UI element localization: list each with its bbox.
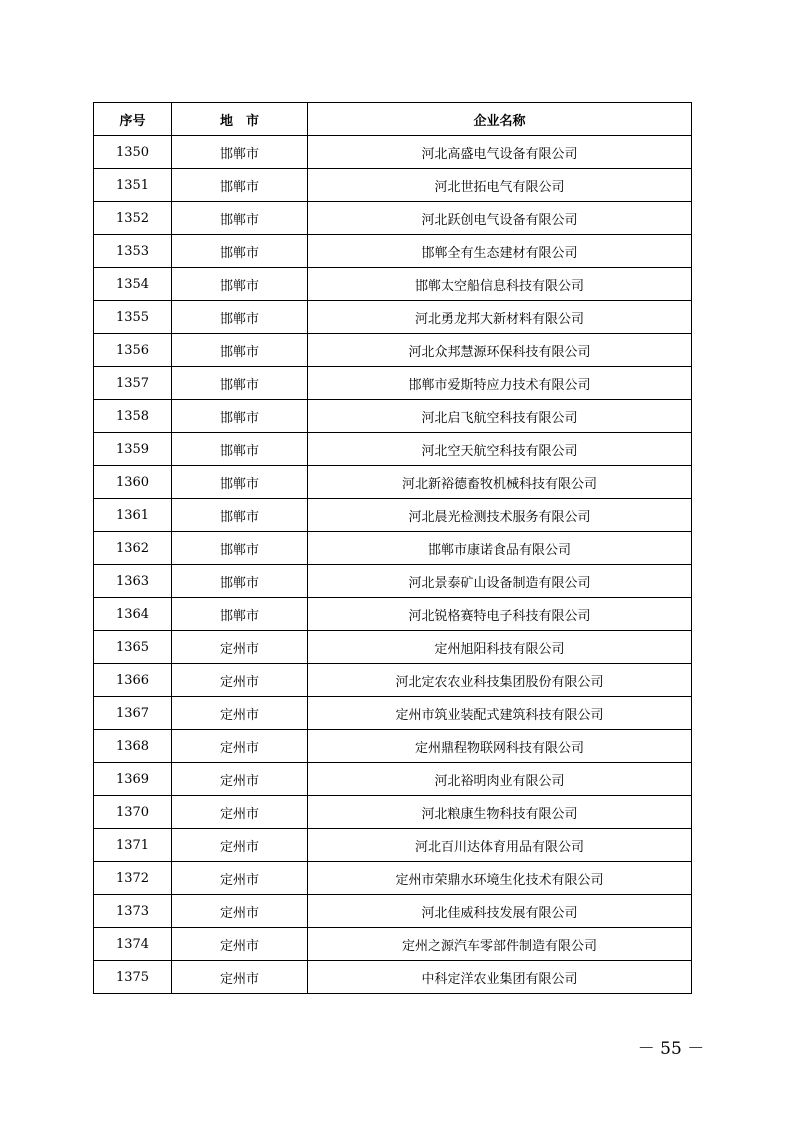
cell-city: 定州市: [172, 730, 308, 763]
cell-company-name: 河北粮康生物科技有限公司: [308, 796, 692, 829]
cell-company-name: 中科定洋农业集团有限公司: [308, 961, 692, 994]
table-row: [94, 895, 692, 928]
cell-city: 邯郸市: [172, 532, 308, 565]
cell-city: 定州市: [172, 796, 308, 829]
cell-city: 定州市: [172, 763, 308, 796]
cell-company-name: 河北景泰矿山设备制造有限公司: [308, 565, 692, 598]
cell-city: 邯郸市: [172, 598, 308, 631]
cell-city: 定州市: [172, 697, 308, 730]
cell-serial-number: 1373: [94, 895, 172, 928]
cell-city: 邯郸市: [172, 334, 308, 367]
cell-serial-number: 1351: [94, 169, 172, 202]
table-row: [94, 367, 692, 400]
cell-city: 邯郸市: [172, 136, 308, 169]
table-row: [94, 334, 692, 367]
cell-city: 定州市: [172, 961, 308, 994]
cell-city: 邯郸市: [172, 367, 308, 400]
cell-serial-number: 1355: [94, 301, 172, 334]
table-row: [94, 829, 692, 862]
cell-company-name: 河北裕明肉业有限公司: [308, 763, 692, 796]
cell-city: 定州市: [172, 631, 308, 664]
company-table: [93, 102, 692, 994]
table-row: [94, 466, 692, 499]
table-row: [94, 697, 692, 730]
cell-serial-number: 1368: [94, 730, 172, 763]
table-row: [94, 796, 692, 829]
cell-company-name: 河北定农农业科技集团股份有限公司: [308, 664, 692, 697]
cell-city: 邯郸市: [172, 235, 308, 268]
table-row: [94, 499, 692, 532]
cell-company-name: 河北空天航空科技有限公司: [308, 433, 692, 466]
cell-serial-number: 1361: [94, 499, 172, 532]
cell-serial-number: 1365: [94, 631, 172, 664]
table-row: [94, 301, 692, 334]
table-row: [94, 664, 692, 697]
cell-serial-number: 1360: [94, 466, 172, 499]
cell-serial-number: 1350: [94, 136, 172, 169]
cell-serial-number: 1353: [94, 235, 172, 268]
cell-company-name: 河北众邦慧源环保科技有限公司: [308, 334, 692, 367]
cell-serial-number: 1372: [94, 862, 172, 895]
cell-company-name: 河北锐格赛特电子科技有限公司: [308, 598, 692, 631]
cell-company-name: 定州鼎程物联网科技有限公司: [308, 730, 692, 763]
table-row: [94, 268, 692, 301]
table-body: [94, 136, 692, 994]
cell-city: 邯郸市: [172, 169, 308, 202]
cell-company-name: 河北高盛电气设备有限公司: [308, 136, 692, 169]
cell-city: 邯郸市: [172, 433, 308, 466]
table-row: [94, 961, 692, 994]
cell-city: 定州市: [172, 928, 308, 961]
cell-company-name: 邯郸市爱斯特应力技术有限公司: [308, 367, 692, 400]
cell-serial-number: 1375: [94, 961, 172, 994]
cell-city: 邯郸市: [172, 565, 308, 598]
cell-city: 定州市: [172, 895, 308, 928]
cell-serial-number: 1357: [94, 367, 172, 400]
cell-company-name: 定州旭阳科技有限公司: [308, 631, 692, 664]
cell-company-name: 河北百川达体育用品有限公司: [308, 829, 692, 862]
cell-serial-number: 1362: [94, 532, 172, 565]
cell-company-name: 定州市荣鼎水环境生化技术有限公司: [308, 862, 692, 895]
cell-city: 邯郸市: [172, 466, 308, 499]
cell-city: 定州市: [172, 829, 308, 862]
header-city: 地 市: [172, 103, 308, 136]
table-row: [94, 862, 692, 895]
table-row: [94, 763, 692, 796]
cell-serial-number: 1354: [94, 268, 172, 301]
cell-serial-number: 1374: [94, 928, 172, 961]
cell-city: 邯郸市: [172, 499, 308, 532]
cell-company-name: 邯郸市康诺食品有限公司: [308, 532, 692, 565]
page-number: － 55 －: [637, 1039, 705, 1059]
cell-company-name: 河北晨光检测技术服务有限公司: [308, 499, 692, 532]
table-row: [94, 202, 692, 235]
table-row: [94, 631, 692, 664]
cell-serial-number: 1363: [94, 565, 172, 598]
table-row: [94, 235, 692, 268]
cell-city: 邯郸市: [172, 301, 308, 334]
cell-city: 邯郸市: [172, 202, 308, 235]
cell-company-name: 河北世拓电气有限公司: [308, 169, 692, 202]
header-serial-number: 序号: [94, 103, 172, 136]
cell-city: 邯郸市: [172, 268, 308, 301]
table-row: [94, 928, 692, 961]
table-header-row: [94, 103, 692, 136]
table-row: [94, 136, 692, 169]
table-row: [94, 598, 692, 631]
table-row: [94, 400, 692, 433]
cell-company-name: 定州市筑业装配式建筑科技有限公司: [308, 697, 692, 730]
cell-serial-number: 1364: [94, 598, 172, 631]
cell-city: 定州市: [172, 862, 308, 895]
header-company-name: 企业名称: [308, 103, 692, 136]
cell-serial-number: 1366: [94, 664, 172, 697]
cell-company-name: 河北跃创电气设备有限公司: [308, 202, 692, 235]
cell-company-name: 邯郸全有生态建材有限公司: [308, 235, 692, 268]
cell-city: 邯郸市: [172, 400, 308, 433]
table-row: [94, 730, 692, 763]
cell-serial-number: 1359: [94, 433, 172, 466]
cell-company-name: 河北勇龙邦大新材料有限公司: [308, 301, 692, 334]
cell-city: 定州市: [172, 664, 308, 697]
cell-serial-number: 1367: [94, 697, 172, 730]
cell-company-name: 河北佳威科技发展有限公司: [308, 895, 692, 928]
cell-company-name: 邯郸太空船信息科技有限公司: [308, 268, 692, 301]
table-row: [94, 532, 692, 565]
cell-serial-number: 1371: [94, 829, 172, 862]
cell-serial-number: 1369: [94, 763, 172, 796]
cell-company-name: 河北新裕德畜牧机械科技有限公司: [308, 466, 692, 499]
cell-company-name: 河北启飞航空科技有限公司: [308, 400, 692, 433]
cell-company-name: 定州之源汽车零部件制造有限公司: [308, 928, 692, 961]
table-row: [94, 565, 692, 598]
cell-serial-number: 1352: [94, 202, 172, 235]
cell-serial-number: 1358: [94, 400, 172, 433]
table-row: [94, 169, 692, 202]
cell-serial-number: 1370: [94, 796, 172, 829]
table-row: [94, 433, 692, 466]
cell-serial-number: 1356: [94, 334, 172, 367]
